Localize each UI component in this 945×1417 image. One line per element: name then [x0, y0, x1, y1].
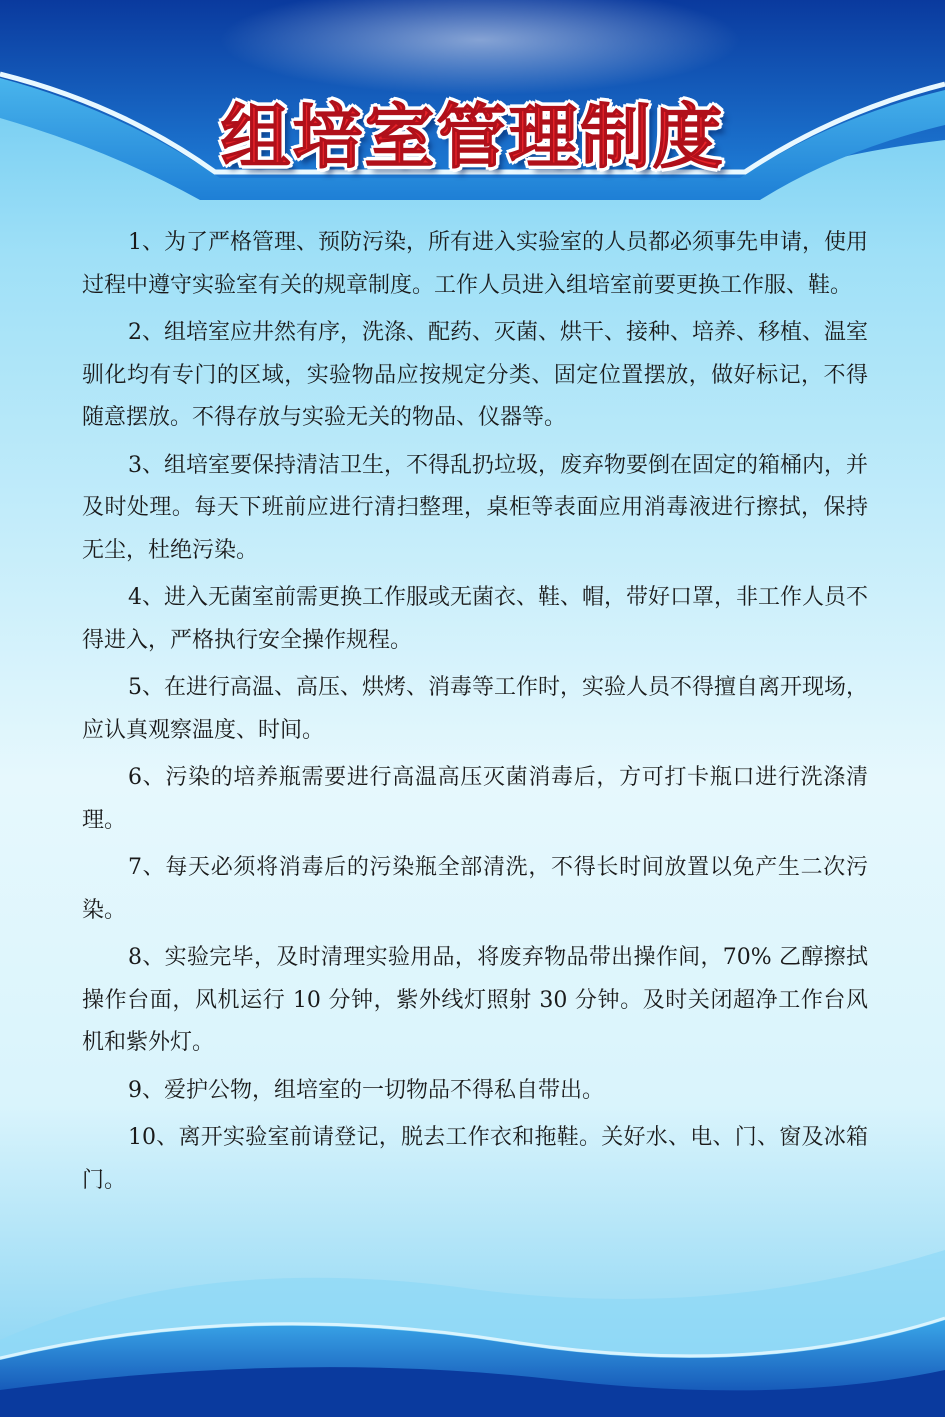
rule-item-5: 5、在进行高温、高压、烘烤、消毒等工作时，实验人员不得擅自离开现场，应认真观察温度、时间。 — [82, 675, 868, 743]
rule-item-7: 7、每天必须将消毒后的污染瓶全部清洗，不得长时间放置以免产生二次污染。 — [82, 855, 868, 923]
rule-item-9: 9、爱护公物，组培室的一切物品不得私自带出。 — [128, 1077, 604, 1103]
page-title: 组培室管理制度 — [220, 96, 725, 178]
rule-item-8: 8、实验完毕，及时清理实验用品，将废弃物品带出操作间，70% 乙醇擦拭操作台面，风机运行 10 分钟，紫外线灯照射 30 分钟。及时关闭超净工作台风机和紫外灯。 — [82, 945, 868, 1055]
rule-item-2: 2、组培室应井然有序，洗涤、配药、灭菌、烘干、接种、培养、移植、温室驯化均有专门的区域，实验物品应按规定分类、固定位置摆放，做好标记，不得随意摆放。不得存放与实验无关的物品、仪器等。 — [82, 320, 868, 430]
rule-item-10: 10、离开实验室前请登记，脱去工作衣和拖鞋。关好水、电、门、窗及冰箱门。 — [82, 1125, 868, 1193]
rule-item-4: 4、进入无菌室前需更换工作服或无菌衣、鞋、帽，带好口罩，非工作人员不得进入，严格执行安全操作规程。 — [82, 585, 868, 653]
rule-item-3: 3、组培室要保持清洁卫生，不得乱扔垃圾，废弃物要倒在固定的箱桶内，并及时处理。每天下班前应进行清扫整理，桌柜等表面应用消毒液进行擦拭，保持无尘，杜绝污染。 — [82, 452, 868, 563]
rule-item-1: 1、为了严格管理、预防污染，所有进入实验室的人员都必须事先申请，使用过程中遵守实验室有关的规章制度。工作人员进入组培室前要更换工作服、鞋。 — [82, 230, 868, 298]
rules-list — [82, 222, 868, 1207]
rule-item-6: 6、污染的培养瓶需要进行高温高压灭菌消毒后，方可打卡瓶口进行洗涤清理。 — [82, 765, 868, 833]
